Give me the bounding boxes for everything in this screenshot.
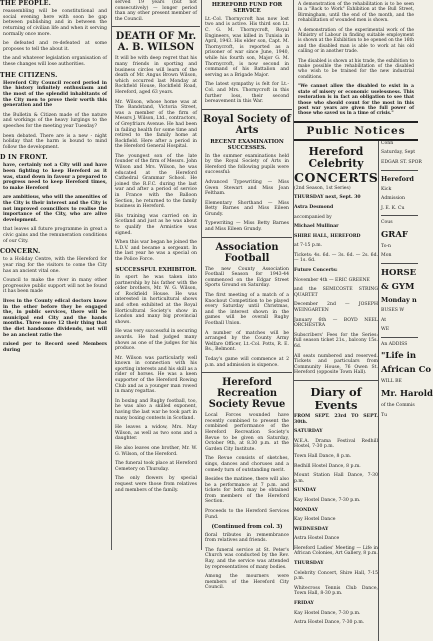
paragraph: raised per to Record seed Members during: [3, 342, 107, 353]
ad-line: Future Concerts:: [294, 268, 338, 274]
column-citizens: [0, 0, 110, 550]
divider: [381, 170, 418, 171]
ad-line: (2nd Season, 1st Series): [294, 185, 351, 191]
paragraph: have, certainly not a City will and have been fighting to keep Hereford as it was, stand down in favour a prepared to progress need to keep Hereford times, to make Hereford: [3, 163, 107, 191]
heading-in-front: D IN FRONT.: [0, 154, 48, 162]
paragraph: The funeral took place at Hereford Cemetery on Thursday.: [115, 461, 197, 472]
paragraph: be defeated and re-defeated at some proposes to tell the about it.: [3, 41, 107, 52]
concert-ad-title2: CONCERTS: [294, 169, 379, 185]
concert-accompanist: Michael Mullinar: [294, 224, 339, 230]
paragraph: The disabled is shown at his trade, the exhibition to make possible the rehabilitation of the disabled who wish to be trained for the new industrial conditions.: [298, 58, 414, 80]
ad-fragment: EDGAR ST. SPOR: [381, 159, 422, 165]
paragraph: Proceeds to the Hereford Services Fund.: [205, 509, 289, 520]
paragraph: Council to make the river in many other progressive public support will not be found it has been made: [3, 278, 107, 295]
cropped-ads-column: [381, 140, 433, 641]
diary-entry: W.E.A. Drama Festival Redhill Hostel, 7-30 p.m.: [294, 438, 378, 450]
diary-entry: Celebrity Concert, Shire Hall, 7-15 p.m.: [294, 570, 378, 582]
divider: [202, 237, 292, 238]
ad-line: at 7-15 p.m.: [294, 243, 323, 249]
paragraph: Advanced Typewriting — Miss Gwen Stewart and Miss Joan Feltham.: [205, 179, 289, 197]
paragraph: A demonstration of the rehabilitation is to be seen in a "Back to Work" Exhibition at the Bull Street, Birmingham, until the end of the month, and the rehabilitation of wounded men is shown.: [298, 2, 414, 24]
paragraph: A number of matches will be arranged by the County Army Welfare Officer, Lt.-Col. Potts, R. E. Bs., Belmont.: [205, 330, 289, 353]
ad-fragment: Cous: [381, 220, 393, 226]
divider: [112, 26, 200, 27]
subheading-continued: (Continued from col. 3): [211, 524, 283, 531]
paragraph: In sport he was taken into partnership by his father with the older brothers, Mr. W. G. Wilson, of Rockfield House. He was interested in horticultural shows and often exhibited at the Royal Horticultural Society's show in London and many big provincial shows.: [115, 274, 197, 325]
ad-line: Subscribers' Fees for the Series: full season ticket 21s., balcony 15s. 6d.: [294, 332, 378, 349]
divider: [202, 109, 292, 110]
ad-fragment: An ADDISS: [381, 341, 408, 347]
ad-line: accompanied by: [294, 214, 332, 220]
paragraph: that leaves all future programme in great a civic gains and the remuneration conditions of our City.: [3, 227, 107, 244]
diary-entry: Kay Hostel Dance, 7-30 p.m.: [294, 497, 361, 503]
diary-subtitle: FROM SEPT. 23rd TO SEPT. 30th.: [294, 413, 378, 425]
ad-line: All seats numbered and reserved. Tickets and particulars from Community House, 76 Owen St. Hereford (opposite Town Hall).: [294, 353, 378, 376]
heading-people: THE PEOPLE.: [0, 0, 52, 7]
ad-fragment: WE: [381, 327, 390, 333]
divider: [381, 337, 418, 338]
ad-line: THURSDAY next, Sept. 30: [294, 195, 361, 201]
paragraph: The first meeting of a match of a Knockout Competition to be played every Saturday until Christmas, and the interest shown in the games will be overall Rugby Football Union.: [205, 293, 289, 326]
diary-entry: Town Hall Dance, 8 p.m.: [294, 453, 352, 459]
ad-line: November 4th — ERIC GREENE: [294, 277, 370, 283]
paragraph: In the summer examinations held by the Royal Society of Arts in Hereford the following pupils were successful:: [205, 153, 289, 176]
paragraph: The Revue consists of sketches, sings, dances and choruses and a comedy turn of outstanding merit.: [205, 456, 289, 473]
column-news: [202, 0, 292, 591]
paragraph: The funeral service at St. Peter's Church was conducted by the Rev. Ray, and the service was attended by representatives of many bodies.: [205, 547, 289, 570]
subheading-recent-successes: RECENT EXAMINATION SUCCESSES.: [210, 138, 284, 152]
diary-day: SATURDAY: [294, 429, 323, 435]
heading-hereford-fund: HEREFORD FUND FOR SERVICE: [211, 2, 283, 15]
heading-citizens: THE CITIZENS.: [0, 71, 58, 79]
ad-fragment: Mon: [381, 253, 392, 259]
paragraph: Mr. Wilson, whose home was at The Bandstand, Victoria Street, was a member of the firm of Messrs J. Wilson, Ltd., contractors, of Greyfriars Avenue. He had been in failing health for some time and retired to the family home at Rockfield. Here after a period in the Hereford General Hospital.: [115, 99, 197, 150]
paragraph: to a Holiday Centre, with the Hereford for year ring for the visitors to come the City has an ancient vital one.: [3, 257, 107, 274]
paragraph: A demonstration of the experimental work of the Ministry of Labour in finding suitable employment is shown at the Exhibition to be opened on the 16th and the disabled man is able to work at his old calling or in another trade.: [298, 27, 414, 55]
diary-entry: Whitecross Tennis Club Dance, Town Hall, 8-30 p.m.: [294, 585, 378, 597]
ad-fragment: & GYM: [381, 282, 415, 293]
column-obituary: [112, 0, 200, 550]
ad-fragment: At: [381, 317, 387, 323]
subheading-successful-exhibitor: SUCCESSFUL EXHIBITOR.: [115, 266, 197, 273]
divider: [202, 372, 292, 373]
diary-day: THURSDAY: [294, 561, 324, 567]
ad-fragment: HORSE: [381, 268, 417, 279]
ad-fragment: Mr. Harold: [381, 389, 433, 400]
divider: [381, 263, 418, 264]
diary-title: Diary of Events: [310, 384, 362, 412]
diary-day: SUNDAY: [294, 488, 317, 494]
concert-artist: Astra Desmond: [294, 204, 334, 210]
paragraph: His training was carried on in Scotland and just as he was about to qualify the Armistice was signed.: [115, 213, 197, 236]
ad-line: SHIRE HALL, HEREFORD: [294, 233, 361, 239]
ad-line: and the SEMICOSTE STRING QUARTET: [294, 287, 378, 298]
paragraph: been debated. There are is a new - night holiday that the harm is bound to mind follow the development.: [3, 133, 107, 150]
paragraph: Among the mourners were members of the Hereford City Council.: [205, 574, 289, 591]
divider: [294, 380, 378, 381]
paragraph: served 19 years (but not consecutively) — longer period than any other present member of the Council.: [115, 0, 197, 22]
ad-fragment: Monday n: [381, 296, 417, 305]
heading-association-football: Association Football: [215, 241, 279, 264]
heading-royal-society: Royal Society of Arts: [203, 113, 291, 136]
heading-concern: CONCERN.: [0, 248, 41, 256]
paragraph: When this war began he joined the L.D.V. and became a sergeant. In the last year he was a special on the Police Force.: [115, 240, 197, 262]
ad-fragment: African Co: [381, 365, 432, 376]
ad-fragment: Saturday, Sept: [381, 150, 416, 156]
diary-day: FRIDAY: [294, 601, 314, 607]
diary-entry: Redhill Hostel Dance, 8 p.m.: [294, 463, 361, 469]
ad-line: December 2nd — JOSEPH WEINGARTEN: [294, 302, 378, 314]
paragraph: Mr. Wilson was particularly well known in connection with his sporting interests and his skill as a rider of horses. He was a keen supporter of the Hereford Rowing Club and as a younger man rowed in many regattas.: [115, 355, 197, 395]
paragraph: Besides the matinee, there will also be a performance at 7 p.m. and tickets for both may be obtained from members of the Hereford Section.: [205, 477, 289, 505]
paragraph: the and whatever legislation organisation of these changes will lose authorities.: [3, 56, 107, 67]
paragraph: The youngest son of the late founder of the firm of Messrs. John Wilson and Mrs. Wilson, he was educated at the Hereford Cathedral Grammar School. He joined the R.F.C. during the last war and after a period of service in France with the Balloon Section, he returned to the family business in Hereford.: [115, 153, 197, 210]
paragraph: The latest sympathy is felt for Lt.-Col. and Mrs. Thornycroft in this further loss, their second bereavement in this War.: [205, 82, 289, 105]
paragraph: He leaves a widow, Mrs. May Wilson, as well as two sons and a daughter.: [115, 425, 197, 442]
paragraph: The only flowers by special request were those from relatives and members of the family.: [115, 476, 197, 493]
ad-fragment: of the Commis: [381, 403, 415, 409]
paragraph: He also leaves one brother, Mr. W. G. Wilson, of the Hereford.: [115, 446, 197, 457]
ad-line: January 6th — BOYD NEEL ORCHESTRA: [294, 317, 378, 329]
paragraph: Typewriting — Miss Betty Barnes and Miss Eileen Grundy.: [205, 221, 289, 233]
public-notices-banner: Public Notices: [294, 121, 418, 141]
diary-entry: Astra Hostel Dance: [294, 536, 340, 542]
paragraph: Local Forces wounded have recently combined to present the combined performance of the Hereford Recreation Society's Revue to be given on Saturday, October 9th, at 8.30 p.m. at the Garden City Institute.: [205, 413, 289, 452]
rehabilitation-article: [294, 0, 418, 117]
paragraph: He was very successful in securing awards. He had judged many shows as one of the judges for his produce.: [115, 329, 197, 352]
ad-fragment: "Life in: [381, 351, 417, 362]
diary-entry: Mount Station Hall Dance, 7-30 p.m.: [294, 473, 378, 484]
ad-fragment: BUSES W: [381, 308, 405, 314]
paragraph: The new County Association Football Season for 1943-44 commenced on the Edgar Street Sports Ground on Saturday.: [205, 266, 289, 289]
diary-entry: Hereford Ladies' Meeting — Life in African Colonies, Art Gallery, 8 p.m.: [294, 545, 378, 557]
concert-ad-title: Hereford Celebrity: [308, 144, 364, 170]
diary-day: MONDAY: [294, 507, 318, 513]
ad-fragment: Tu: [381, 412, 388, 418]
paragraph: Lt.-Col. Thornycroft has now lost two and is active. His third son Lt. C. G. M. Thornycroft, Royal Engineers, was killed in Tunisia in April, 1943. His elder son, Capt. M. Thornycroft, is reported as a prisoner of war since June, 1940, while his fourth son, Major G. M. Thornycroft, is now second in command of his Battalion and serving as a Brigade Major.: [205, 16, 289, 78]
paragraph: Today's game will commence at 2 p.m. and admission is sixpence.: [205, 356, 289, 368]
heading-recreation-revue: Hereford Recreation Society Revue: [208, 377, 286, 411]
column-public-notices: [294, 0, 433, 626]
diary-entry: Kay Hostel Dance, 7-30 p.m.: [294, 610, 361, 616]
notices-area: [294, 140, 433, 641]
paragraph: the Bulletin & Citizen made of the nature and workings of the heavy lurgings to the speeches for the meeting year Tuesday?: [3, 112, 107, 129]
ad-fragment: Admission: [381, 196, 405, 202]
diary-entry: Kay Hostel Dance: [294, 517, 336, 523]
paragraph: floral tributes in remembrance from relatives and friends.: [205, 532, 289, 544]
ad-fragment: J. E. K. Cu: [381, 205, 405, 211]
ad-fragment: Kick: [381, 186, 392, 192]
paragraph: lives in the County edical doctors know in the other before they be engaged the, in public services, there will be municipal end City and the hands months. Three more 12 their thing that the diet handsome dividends, not will be an ancient ratio the: [3, 298, 107, 338]
paragraph: reassembling will be constitutional and social evening here with soon be gap between publishing and in between the returning of civilian life and when it serving normally once more.: [3, 9, 107, 37]
ad-line: Tickets: 4s. 6d. — 3s. 6d. — 2s. 6d. — 1s. 6d.: [294, 252, 378, 264]
concert-and-diary-ads: [294, 141, 379, 641]
paragraph: Elementary Shorthand — Miss Betty Barnes and Miss Eileen Grundy.: [205, 200, 289, 217]
ad-fragment: WILL BE: [381, 379, 402, 385]
ad-fragment: To-n: [381, 243, 391, 249]
ad-fragment: GRAF: [381, 229, 408, 240]
paragraph: In boxing and Rugby football, too, he was also a skilled exponent, having the last war he took part in many boxing contests in Scotland.: [115, 398, 197, 421]
divider: [381, 215, 418, 216]
ad-fragment: Hereford: [381, 174, 414, 183]
paragraph: Hereford City Council record period in the history infinitely enthusiasm and the most of the splendid inhabitants of the City men to prove their worth this generation and the: [3, 80, 107, 109]
paragraph: are ambitious, who will the amenities of the City is their interest and the City is not improved councillors to realise the importance of the City, who are alive development.: [3, 195, 107, 223]
ad-fragment: Conn: [381, 140, 394, 146]
paragraph: It will be with deep regret that his many friends in sporting and business circles will learn of the death of Mr. Angus Brown Wilson, which occurred last Monday at Rockfield House, Rockfield Road, Hereford, aged 63 years.: [115, 56, 197, 95]
obituary-headline: DEATH OF Mr. A. B. WILSON: [115, 31, 197, 54]
diary-entry: Astra Hostel Dance, 7-30 p.m.: [294, 620, 365, 626]
quote-paragraph: "We cannot allow the disabled to exist in a state of misery or economic uselessness. This restoration is in fact an obligation to see that those who should count for the most in this post war years are given the full power of those who saved us in a time of crisis.": [298, 84, 414, 117]
diary-day: WEDNESDAY: [294, 526, 329, 532]
